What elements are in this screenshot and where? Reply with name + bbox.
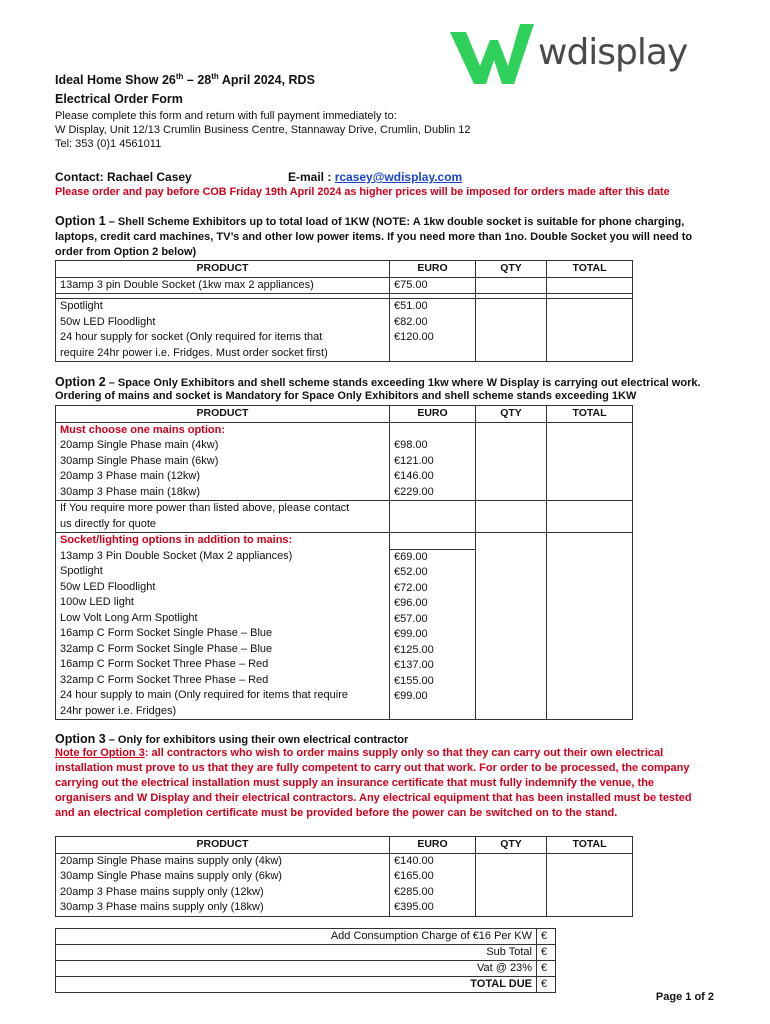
table-row xyxy=(56,961,635,977)
qty-input[interactable] xyxy=(476,422,547,501)
table-row: Spotlight 50w LED Floodlight 24 hour supply for socket (Only required for items that require 24hr power i.e. Fridges. Must order socket first) €51.00 €82.00 €120.00 xyxy=(56,299,633,362)
table-row: Socket/lighting options in addition to mains: 13amp 3 Pin Double Socket (Max 2 appliances) Spotlight 50w LED Floodlight 100w LED light Low Volt Long Arm Spotlight 16amp C Form Socket Single Phase – Blue 32amp C Form Socket Single Phase – Blue 16amp C Form Socket Three Phase – Red 32amp C Form Socket Three Phase – Red 24 hour supply to main (Only required for items that require 24hr power i.e. Fridges) €69.00 €52.00 €72.00 €96.00 €57.00 €99.00 €125.00 €137.00 €155.00 €99.00 xyxy=(56,533,633,720)
total-cell[interactable] xyxy=(547,277,633,294)
option3-table: PRODUCT EURO QTY TOTAL 20amp Single Phase mains supply only (4kw) 30amp Single Phase mains supply only (6kw) 20amp 3 Phase mains supply only (12kw) 30amp 3 Phase mains supply only (18kw) €140.00 €165.00 €285.00 €395.00 xyxy=(55,836,633,917)
qty-input[interactable] xyxy=(476,853,547,916)
total-cell[interactable] xyxy=(547,299,633,362)
mains-heading: Must choose one mains option: xyxy=(60,423,226,436)
table-row xyxy=(56,929,635,945)
total-cell[interactable] xyxy=(547,853,633,916)
col-total: TOTAL xyxy=(547,261,633,278)
option3-note-4: organisers and W Display and their electrical contractors. Any electrical equipment that has been installed must be tested xyxy=(55,792,692,804)
total-cell[interactable] xyxy=(547,501,633,533)
logo-text: wdisplay xyxy=(538,32,688,73)
qty-input[interactable] xyxy=(476,299,547,362)
total-due-label: TOTAL DUE xyxy=(56,977,537,993)
table-row: 20amp Single Phase mains supply only (4kw) 30amp Single Phase mains supply only (6kw) 20amp 3 Phase mains supply only (12kw) 30amp 3 Phase mains supply only (18kw) €140.00 €165.00 €285.00 €395.00 xyxy=(56,853,633,916)
email-line: E-mail : rcasey@wdisplay.com xyxy=(288,170,463,184)
total-cell[interactable] xyxy=(547,533,633,720)
subtotal-value[interactable]: € xyxy=(537,945,556,961)
page-subtitle: Electrical Order Form xyxy=(55,92,183,106)
table-row: 13amp 3 pin Double Socket (1kw max 2 appliances) €75.00 xyxy=(56,277,633,294)
table-row: Must choose one mains option: 20amp Single Phase main (4kw) 30amp Single Phase main (6kw) 20amp 3 Phase main (12kw) 30amp 3 Phase main (18kw) €98.00 €121.00 €146.00 €229.00 xyxy=(56,422,633,501)
vat-value[interactable]: € xyxy=(537,961,556,977)
totals-table xyxy=(55,928,635,993)
table-row: If You require more power than listed above, please contact us directly for quote xyxy=(56,501,633,533)
option3-note-5: and an electrical completion certificate must be provided before the power can be switched on to the stand. xyxy=(55,807,618,819)
option1-desc-3: order from Option 2 below) xyxy=(55,246,197,258)
socket-heading: Socket/lighting options in addition to mains: xyxy=(60,534,293,546)
col-euro: EURO xyxy=(390,261,476,278)
option2-desc-2: Ordering of mains and socket is Mandatory for Space Only Exhibitors and shell scheme stands exceeding 1KW xyxy=(55,390,637,402)
option3-note-2: installation must prove to us that they are fully competent to carry out that work. For order to be processed, the company xyxy=(55,762,690,774)
option2-heading: Option 2 – Space Only Exhibitors and shell scheme stands exceeding 1kw where W Display is carrying out electrical work. xyxy=(55,375,701,389)
option1-heading: Option 1 – Shell Scheme Exhibitors up to total load of 1KW (NOTE: A 1kw double socket is suitable for phone charging, xyxy=(55,214,685,228)
option1-desc-2: laptops, credit card machines, TV’s and other low power items. If you need more than 1no. Double Socket you will need to xyxy=(55,231,693,243)
option2-table: PRODUCT EURO QTY TOTAL Must choose one mains option: 20amp Single Phase main (4kw) 30amp Single Phase main (6kw) 20amp 3 Phase main (12kw) 30amp 3 Phase main (18kw) €98.00 €121.00 €146.00 €229.00 If You require more power than listed above, please contact us directly for quote Socket/lighting options in addition to mains: 13amp 3 Pin Double Socket (Max 2 appliances) Spotlight 50w LED Floodlight 100w LED light Low Volt Long Arm Spotlight 16amp C Form Socket Single Phase – Blue 32amp C Form Socket Single Phase – Blue 16amp C Form Socket Three Phase – Red 32amp C Form Socket Three Phase – Red 24 hour supply to main (Only required for items that require 24hr power i.e. Fridges) €69.00 €52.00 €72.00 €96.00 €57.00 €99.00 €125.00 €137.00 €155.00 €99.00 xyxy=(55,405,633,720)
vat-label: Vat @ 23% xyxy=(56,961,537,977)
intro-line-2: W Display, Unit 12/13 Crumlin Business Centre, Stannaway Drive, Crumlin, Dublin 12 xyxy=(55,124,471,136)
consumption-label: Add Consumption Charge of €16 Per KW xyxy=(56,929,537,945)
option1-table xyxy=(55,260,633,362)
intro-line-3: Tel: 353 (0)1 4561011 xyxy=(55,138,162,150)
total-cell[interactable] xyxy=(547,422,633,501)
subtotal-label: Sub Total xyxy=(56,945,537,961)
email-link[interactable]: rcasey@wdisplay.com xyxy=(334,170,463,184)
col-qty: QTY xyxy=(476,261,547,278)
col-product: PRODUCT xyxy=(56,261,390,278)
option3-heading: Option 3 – Only for exhibitors using their own electrical contractor xyxy=(55,732,409,746)
page-title: Ideal Home Show 26th – 28th April 2024, RDS xyxy=(55,72,315,88)
qty-input[interactable] xyxy=(476,277,547,294)
w-logo-icon xyxy=(446,18,536,86)
table-row xyxy=(56,945,635,961)
total-due-value[interactable]: € xyxy=(537,977,556,993)
option3-note-3: carrying out the electrical installation must supply an insurance certificate that must fully indemnify the venue, the xyxy=(55,777,655,789)
consumption-value[interactable]: € xyxy=(537,929,556,945)
contact-name: Contact: Rachael Casey xyxy=(55,170,192,184)
page-number: Page 1 of 2 xyxy=(655,991,714,1003)
option3-note-1: Note for Option 3: all contractors who wish to order mains supply only so that they can carry out their own electrical xyxy=(55,747,664,759)
wdisplay-logo xyxy=(446,18,696,86)
deadline-warning: Please order and pay before COB Friday 19th April 2024 as higher prices will be imposed for orders made after this date xyxy=(55,186,670,198)
table-row xyxy=(56,977,635,993)
intro-line-1: Please complete this form and return with full payment immediately to: xyxy=(55,110,397,122)
qty-input[interactable] xyxy=(476,501,547,533)
qty-input[interactable] xyxy=(476,533,547,720)
